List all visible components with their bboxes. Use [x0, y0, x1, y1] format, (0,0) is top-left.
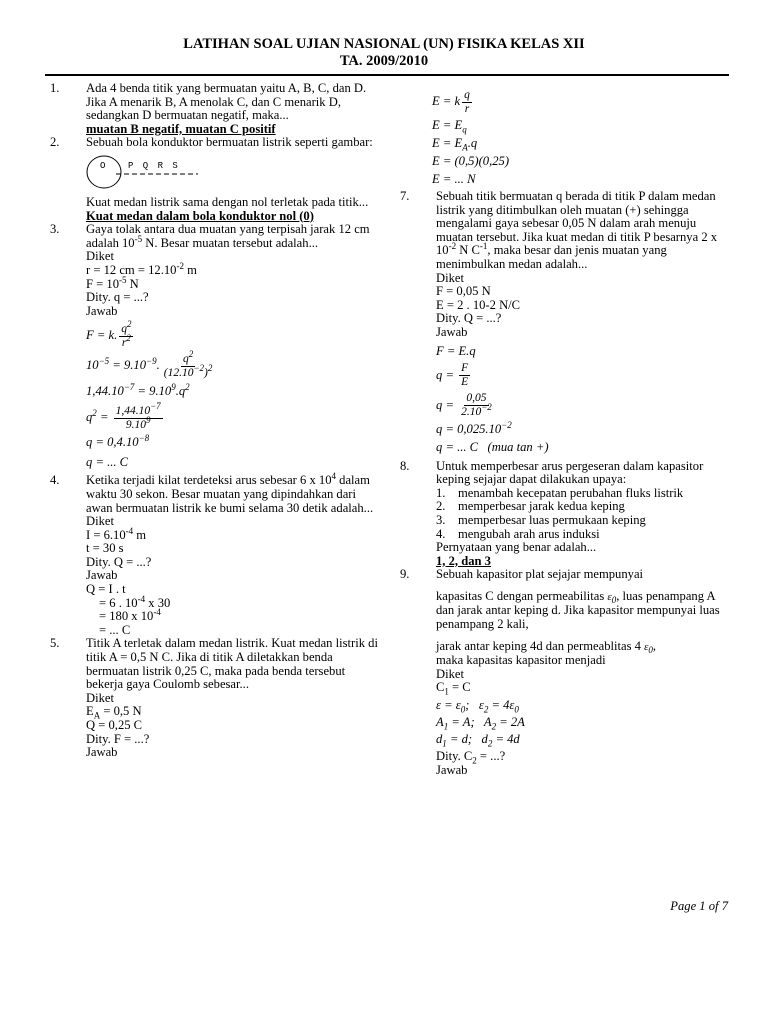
question-text: Ada 4 benda titik yang bermuatan yaitu A, B, C, dan D. Jika A menarik B, A menolak C, dan C menarik D, sedangkan D bermuatan negatif, maka...	[86, 81, 367, 123]
statement: Pernyataan yang benar adalah...	[436, 540, 597, 555]
option-4: 4. mengubah arah arus induksi	[436, 526, 600, 541]
jawab-label: Jawab	[86, 568, 118, 583]
sphere-figure	[86, 154, 385, 190]
question-text: Sebuah titik bermuatan q berada di titik P dalam medan listrik yang ditimbulkan oleh muatan (+) sehingga mengalami gaya sebesar 0,05 N dalam arah menuju muatan tersebut. Jika kuat medan di titik P besarnya 2 x $10^{-2}$ N $C^{-1}$, maka besar dan jenis muatan yang menimbulkan medan adalah...	[436, 189, 718, 271]
dity-label: Dity. Q = ...?	[86, 554, 152, 569]
points-label: P Q R S	[128, 160, 180, 171]
dity-label: Dity. Q = ...?	[436, 311, 502, 326]
question-1	[50, 82, 385, 136]
formula-block: $\varepsilon = \varepsilon_0$; $\varepsilon_2 = 4\varepsilon_0$ $A_1 = A$; $A_2 = 2A$ $d_1 = d$; $d_2 = 4d$	[436, 698, 525, 749]
left-column	[50, 82, 385, 760]
final-answer: q = ... C	[436, 439, 479, 454]
step-2: = 6 . $10^{-4}$ x 30	[99, 593, 171, 610]
question-8	[400, 460, 735, 569]
options-list	[436, 487, 735, 541]
step-1: Q = I . t	[86, 582, 126, 597]
question-number: 8.	[400, 458, 410, 473]
step-4: = ... C	[99, 622, 131, 637]
page-title: LATIHAN SOAL UJIAN NASIONAL (UN) FISIKA KELAS XII	[183, 36, 585, 52]
question-text: Sebuah bola konduktor bermuatan listrik seperti gambar:	[86, 135, 373, 150]
question-9	[400, 568, 735, 777]
conductor-sphere-diagram	[86, 154, 216, 190]
question-text: Ketika terjadi kilat terdeteksi arus sebesar 6 x $10^4$ dalam waktu 30 sekon. Besar muatan yang dipindahkan dari awan bermuatan listrik ke bumi selama 30 detik adalah...	[86, 471, 374, 515]
question-number: 1.	[50, 81, 60, 95]
option-3: 3. memperbesar luas permukaan keping	[436, 512, 646, 527]
option-2: 2. memperbesar jarak kedua keping	[436, 499, 625, 514]
question-number: 2.	[50, 135, 60, 150]
given-r: r = 12 cm = $12.10^{-2}$ m	[86, 260, 197, 277]
question-3	[50, 223, 385, 472]
step-3: = 180 x $10^{-4}$	[99, 607, 161, 624]
question-5	[50, 637, 385, 759]
question-text-3: jarak antar keping 4d dan permeablitas 4 $\varepsilon_0$,	[436, 638, 657, 655]
jawab-label: Jawab	[436, 324, 468, 339]
formula-block: F = E.q q = $\frac{F}{E}$ q = $\frac{0,05}{2.10^{-2}}$ $q = 0,025.10^{-2}$ q = ... C (mua tan +)	[436, 343, 549, 454]
diket-label: Diket	[436, 270, 464, 285]
question-number: 5.	[50, 636, 60, 651]
question-7	[400, 190, 735, 456]
dity-label: Dity. q = ...?	[86, 290, 149, 305]
given-t: t = 30 s	[86, 541, 124, 556]
question-text-4: maka kapasitas kapasitor menjadi	[436, 653, 606, 668]
dity-label: Dity. F = ...?	[86, 731, 150, 746]
given-f: $F = 10^{-5}$ N	[86, 274, 139, 291]
jawab-label: Jawab	[86, 745, 118, 760]
jawab-label: Jawab	[86, 303, 118, 318]
page-number: Page 1 of 7	[670, 899, 728, 913]
question-number: 3.	[50, 222, 60, 237]
answer: muatan B negatif, muatan C positif	[86, 121, 276, 136]
question-text: Sebuah kapasitor plat sejajar mempunyai	[436, 567, 644, 582]
question-text-2: Kuat medan listrik sama dengan nol terletak pada titik...	[86, 194, 369, 209]
question-number: 9.	[400, 567, 410, 582]
diket-label: Diket	[86, 690, 114, 705]
page-subtitle: TA. 2009/2010	[339, 53, 429, 69]
diket-label: Diket	[86, 514, 114, 529]
given-q: Q = 0,25 C	[86, 718, 143, 732]
q5-continued-formula: E = k $\frac{q}{r}$ $E = E_q$ $E = E_A.q$ E = (0,5)(0,25) E = ... N	[400, 86, 735, 188]
header-divider	[45, 74, 729, 76]
question-text: Titik A terletak dalam medan listrik. Kuat medan listrik di titik A = 0,5 N C. Jika di titik A diletakkan benda bermuatan listrik 0,25 C, maka pada benda tersebut bekerja gaya Coulomb sebesar...	[86, 636, 378, 692]
final-answer: E = ... N	[432, 172, 476, 186]
diket-label: Diket	[436, 666, 464, 681]
answer: Kuat medan dalam bola konduktor nol (0)	[86, 208, 314, 223]
given-ea: $E_A = 0,5$ N	[86, 704, 142, 721]
question-2	[50, 136, 385, 223]
final-answer: q = ... C	[86, 455, 129, 470]
jawab-label: Jawab	[436, 762, 468, 777]
right-column	[400, 84, 735, 777]
answer: 1, 2, dan 3	[436, 553, 491, 568]
question-text: Untuk memperbesar arus pergeseran dalam kapasitor keping sejajar dapat dilakukan upaya:	[436, 458, 704, 487]
final-note: (mua tan +)	[487, 439, 549, 454]
question-number: 7.	[400, 189, 410, 203]
question-4	[50, 471, 385, 637]
dity-label: Dity. $C_2$ = ...?	[436, 749, 506, 766]
option-1: 1. menambah kecepatan perubahan fluks listrik	[436, 485, 684, 500]
question-text-2: kapasitas C dengan permeabilitas $\varepsilon_0$, luas penampang A dan jarak antar keping d. Jika kapasitor mempunyai luas penampang 2 kali,	[436, 588, 720, 632]
given-i: $I = 6.10^{-4}$ m	[86, 525, 147, 542]
given-f: F = 0,05 N	[436, 284, 491, 299]
diket-label: Diket	[86, 249, 114, 264]
question-number: 4.	[50, 473, 60, 488]
given-e: E = 2 . 10-2 N/C	[436, 297, 521, 312]
formula-block: F = k. $\frac{q^2}{r^2}$ $10^{-5} = 9.10^{-9}$. $\frac{q^2}{(12.10^{-2})^2}$ $1,44.10^{-7} = 9.10^9.q^2$ $q^2$ = $\frac{1,44.10^{-7}}{9.10^9}$ $q = 0,4.10^{-8}$ q = ... C	[86, 320, 385, 472]
center-label: O	[100, 160, 106, 171]
given-c1: $C_1 = C$	[436, 680, 471, 697]
question-text: Gaya tolak antara dua muatan yang terpisah jarak 12 cm adalah $10^{-5}$ N. Besar muatan tersebut adalah...	[86, 222, 370, 250]
